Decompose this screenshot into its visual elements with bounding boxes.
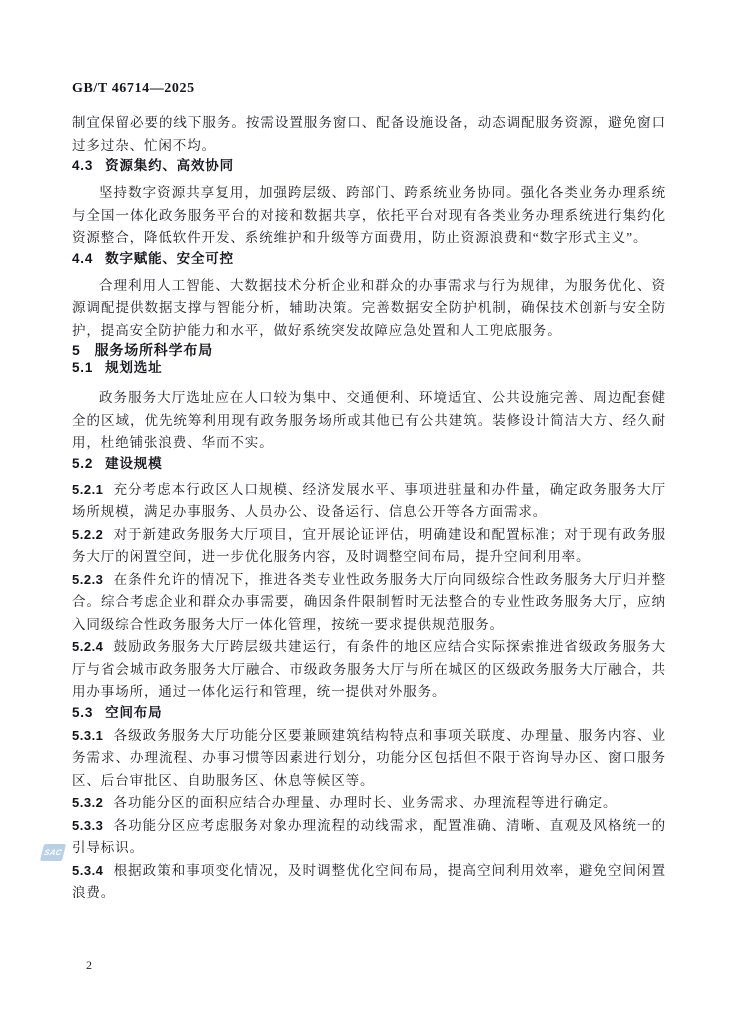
clause-5-3-2 <box>72 792 666 815</box>
clause-5-2-4 <box>72 636 666 704</box>
section-heading-4-4 <box>72 250 666 267</box>
section-heading-5-3 <box>72 704 666 721</box>
clause-number: 5.2.1 <box>72 481 104 497</box>
section-heading-4-3 <box>72 157 666 174</box>
section-title: 建设规模 <box>105 455 163 471</box>
chapter-number: 5 <box>72 342 81 358</box>
clause-5-2-2 <box>72 524 666 569</box>
clause-text: 在条件允许的情况下，推进各类专业性政务服务大厅向同级综合性政务服务大厅归并整合。综合考虑企业和群众办事需要，确因条件限制暂时无法整合的专业性政务服务大厅，应纳入同级综合性政务服务大厅一体化管理，按统一要求提供规范服务。 <box>72 571 666 632</box>
clause-text: 各功能分区的面积应结合办理量、办理时长、业务需求、办理流程等进行确定。 <box>113 795 618 810</box>
page-number: 2 <box>86 958 92 972</box>
paragraph-continuation: 制宜保留必要的线下服务。按需设置服务窗口、配备设施设备，动态调配服务资源，避免窗口过多过杂、忙闲不均。 <box>72 115 666 153</box>
sac-watermark <box>40 844 66 861</box>
section-number: 5.1 <box>72 360 94 375</box>
clause-number: 5.3.3 <box>72 817 104 833</box>
clause-number: 5.2.4 <box>72 639 104 654</box>
clause-number: 5.3.4 <box>72 862 104 878</box>
clause-5-2-1 <box>72 479 666 524</box>
section-heading-5-1 <box>72 359 666 376</box>
section-title: 数字赋能、安全可控 <box>105 250 234 266</box>
clause-5-2-3 <box>72 569 666 637</box>
clause-text: 充分考虑本行政区人口规模、经济发展水平、事项进驻量和办件量，确定政务服务大厅场所规模，满足办事服务、人员办公、设备运行、信息公开等各方面需求。 <box>72 481 666 519</box>
clause-text: 对于新建政务服务大厅项目，宜开展论证评估，明确建设和配置标准；对于现有政务服务大厅的闲置空间，进一步优化服务内容，及时调整空间布局，提升空间利用率。 <box>72 526 666 564</box>
clause-5-3-4 <box>72 860 666 905</box>
section-title: 空间布局 <box>105 704 163 720</box>
paragraph-4-4: 合理利用人工智能、大数据技术分析企业和群众的办事需求与行为规律，为服务优化、资源调配提供数据支撑与智能分析，辅助决策。完善数据安全防护机制，确保技术创新与安全防护，提高安全防护能力和水平，做好系统突发故障应急处置和人工兜底服务。 <box>72 277 666 338</box>
paragraph-5-1: 政务服务大厅选址应在人口较为集中、交通便利、环境适宜、公共设施完善、周边配套健全的区域，优先统筹利用现有政务服务场所或其他已有公共建筑。装修设计简洁大方、经久耐用，杜绝铺张浪费、华而不实。 <box>72 390 666 450</box>
section-number: 4.3 <box>72 158 94 173</box>
clause-number: 5.3.1 <box>72 727 104 743</box>
chapter-title: 服务场所科学布局 <box>94 342 213 358</box>
section-number: 4.4 <box>72 250 94 266</box>
clause-number: 5.2.3 <box>72 571 104 587</box>
section-number: 5.3 <box>72 704 94 720</box>
paragraph-4-3: 坚持数字资源共享复用，加强跨层级、跨部门、跨系统业务协同。强化各类业务办理系统与全国一体化政务服务平台的对接和数据共享，依托平台对现有各类业务办理系统进行集约化资源整合，降低软件开发、系统维护和升级等方面费用，防止资源浪费和“数字形式主义”。 <box>72 185 666 245</box>
clause-number: 5.2.2 <box>72 526 104 542</box>
clause-5-3-3 <box>72 815 666 860</box>
clause-text: 各级政务服务大厅功能分区要兼顾建筑结构特点和事项关联度、办理量、服务内容、业务需求、办理流程、办事习惯等因素进行划分，功能分区包括但不限于咨询导办区、窗口服务区、后台审批区、自助服务区、休息等候区等。 <box>72 727 666 788</box>
clause-text: 根据政策和事项变化情况，及时调整优化空间布局，提高空间利用效率，避免空间闲置浪费。 <box>72 862 666 900</box>
sac-watermark-text: SAC <box>42 848 64 857</box>
section-title: 规划选址 <box>105 360 163 375</box>
standard-code-header: GB/T 46714—2025 <box>72 81 195 96</box>
section-heading-5-2 <box>72 455 666 472</box>
clause-5-3-1 <box>72 725 666 793</box>
section-title: 资源集约、高效协同 <box>105 158 234 173</box>
clause-text: 鼓励政务服务大厅跨层级共建运行，有条件的地区应结合实际探索推进省级政务服务大厅与省会城市政务服务大厅融合、市级政务服务大厅与所在城区的区级政务服务大厅融合，共用办事场所，通过一体化运行和管理，统一提供对外服务。 <box>72 639 666 699</box>
clause-number: 5.3.2 <box>72 795 104 810</box>
section-number: 5.2 <box>72 455 94 471</box>
chapter-heading-5 <box>72 342 666 359</box>
clause-text: 各功能分区应考虑服务对象办理流程的动线需求，配置准确、清晰、直观及风格统一的引导标识。 <box>72 817 666 855</box>
